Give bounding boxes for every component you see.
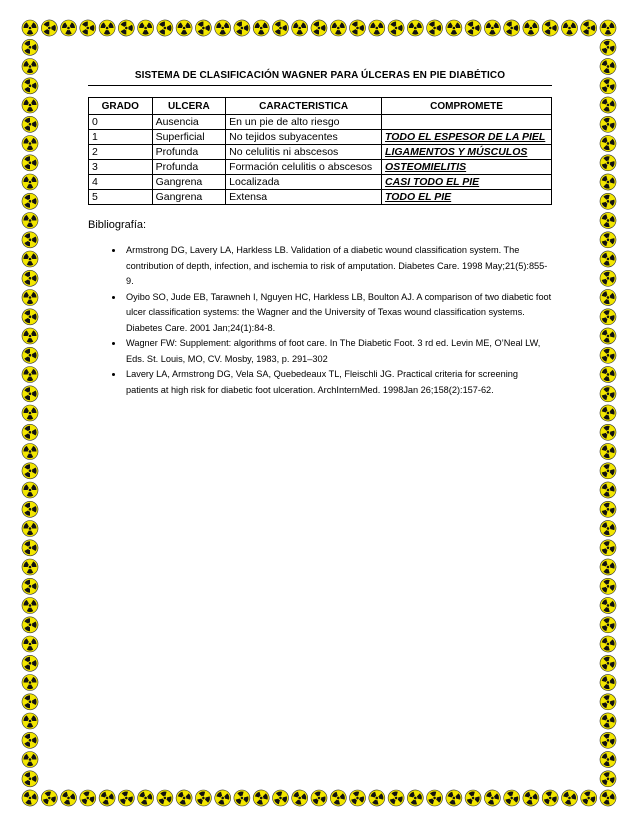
- radiation-trefoil-icon: [192, 787, 215, 810]
- cell-ulcera: Gangrena: [152, 190, 226, 205]
- radiation-trefoil-icon: [330, 20, 346, 36]
- radiation-trefoil-icon: [597, 382, 620, 405]
- radiation-trefoil-icon: [290, 788, 310, 808]
- cell-grado: 1: [89, 130, 153, 145]
- radiation-trefoil-icon: [22, 213, 38, 229]
- cell-ulcera: Superficial: [152, 130, 226, 145]
- table-row: [89, 175, 552, 190]
- cell-compromete: [382, 115, 552, 130]
- radiation-trefoil-icon: [19, 460, 41, 482]
- radiation-trefoil-icon: [598, 711, 618, 731]
- radiation-trefoil-icon: [560, 788, 580, 808]
- radiation-trefoil-icon: [19, 306, 41, 328]
- cell-compromete: TODO EL ESPESOR DE LA PIEL: [382, 130, 552, 145]
- radiation-trefoil-icon: [77, 17, 99, 39]
- radiation-trefoil-icon: [597, 267, 620, 290]
- radiation-trefoil-icon: [598, 519, 618, 539]
- radiation-trefoil-icon: [22, 174, 38, 190]
- wagner-classification-table: [88, 97, 552, 205]
- radiation-trefoil-icon: [598, 750, 618, 770]
- cell-caracteristica: Localizada: [226, 175, 382, 190]
- radiation-trefoil-icon: [597, 36, 620, 59]
- radiation-trefoil-icon: [539, 787, 562, 810]
- bibliography-heading: Bibliografía:: [88, 219, 147, 231]
- radiation-trefoil-icon: [192, 17, 214, 39]
- radiation-trefoil-icon: [483, 788, 503, 808]
- radiation-trefoil-icon: [22, 559, 38, 575]
- radiation-trefoil-icon: [597, 344, 620, 367]
- radiation-trefoil-icon: [22, 405, 38, 421]
- radiation-trefoil-icon: [22, 521, 38, 537]
- radiation-trefoil-icon: [597, 190, 620, 213]
- radiation-trefoil-icon: [598, 95, 618, 115]
- radiation-trefoil-icon: [22, 328, 38, 344]
- radiation-trefoil-icon: [598, 326, 618, 346]
- radiation-trefoil-icon: [19, 267, 41, 289]
- list-item: • Armstrong DG, Lavery LA, Harkless LB. Validation of a diabetic wound classification system. The contribution of depth, infection, and ischemia to risk of amputation. Diabetes Care. 1998 May;21(5):855-9.: [124, 243, 552, 290]
- radiation-trefoil-icon: [154, 787, 177, 810]
- radiation-trefoil-icon: [523, 20, 539, 36]
- column-header-grado: GRADO: [89, 98, 153, 115]
- radiation-trefoil-icon: [19, 383, 41, 405]
- column-header-caracteristica: CARACTERISTICA: [226, 98, 382, 115]
- radiation-trefoil-icon: [597, 652, 620, 675]
- radiation-trefoil-icon: [22, 367, 38, 383]
- radiation-trefoil-icon: [176, 20, 192, 36]
- radiation-trefoil-icon: [308, 787, 331, 810]
- column-header-compromete: COMPROMETE: [382, 98, 552, 115]
- radiation-trefoil-icon: [19, 113, 41, 135]
- cell-caracteristica: Extensa: [226, 190, 382, 205]
- radiation-trefoil-icon: [19, 344, 41, 366]
- radiation-trefoil-icon: [19, 768, 41, 790]
- radiation-trefoil-icon: [22, 598, 38, 614]
- radiation-trefoil-icon: [19, 729, 41, 751]
- radiation-trefoil-icon: [19, 691, 41, 713]
- radiation-trefoil-icon: [597, 613, 620, 636]
- cell-caracteristica: No tejidos subyacentes: [226, 130, 382, 145]
- radiation-trefoil-icon: [597, 228, 620, 251]
- radiation-trefoil-icon: [598, 249, 618, 269]
- cell-grado: 0: [89, 115, 153, 130]
- radiation-trefoil-icon: [215, 20, 231, 36]
- cell-grado: 4: [89, 175, 153, 190]
- table-row: [89, 145, 552, 160]
- radiation-trefoil-icon: [369, 20, 385, 36]
- radiation-trefoil-icon: [539, 17, 561, 39]
- radiation-trefoil-icon: [597, 498, 620, 521]
- cell-ulcera: Gangrena: [152, 175, 226, 190]
- document-body: [88, 70, 552, 398]
- radiation-trefoil-icon: [19, 537, 41, 559]
- radiation-trefoil-icon: [597, 305, 620, 328]
- radiation-trefoil-icon: [597, 690, 620, 713]
- radiation-trefoil-icon: [19, 614, 41, 636]
- radiation-trefoil-icon: [500, 787, 523, 810]
- radiation-trefoil-icon: [597, 113, 620, 136]
- radiation-trefoil-icon: [424, 17, 446, 39]
- radiation-trefoil-icon: [598, 557, 618, 577]
- column-header-ulcera: ULCERA: [152, 98, 226, 115]
- radiation-trefoil-icon: [22, 482, 38, 498]
- radiation-trefoil-icon: [174, 788, 194, 808]
- radiation-trefoil-icon: [97, 788, 117, 808]
- radiation-trefoil-icon: [115, 787, 138, 810]
- list-item: • Lavery LA, Armstrong DG, Vela SA, Quebedeaux TL, Fleischli JG. Practical criteria for screening patients at high risk for diabetic foot ulceration. ArchInternMed. 1998Jan 26;158(2):157-62.: [124, 367, 552, 398]
- page-title: SISTEMA DE CLASIFICACIÓN WAGNER PARA ÚLCERAS EN PIE DIABÉTICO: [88, 70, 552, 86]
- radiation-trefoil-icon: [59, 788, 79, 808]
- radiation-trefoil-icon: [444, 788, 464, 808]
- radiation-trefoil-icon: [38, 17, 60, 39]
- radiation-trefoil-icon: [19, 498, 41, 520]
- radiation-trefoil-icon: [19, 229, 41, 251]
- cell-ulcera: Profunda: [152, 145, 226, 160]
- cell-ulcera: Profunda: [152, 160, 226, 175]
- radiation-trefoil-icon: [308, 17, 330, 39]
- radiation-trefoil-icon: [19, 190, 41, 212]
- table-header-row: [89, 98, 552, 115]
- radiation-trefoil-icon: [462, 17, 484, 39]
- radiation-trefoil-icon: [407, 20, 423, 36]
- radiation-trefoil-icon: [22, 675, 38, 691]
- radiation-trefoil-icon: [521, 788, 541, 808]
- list-item: • Oyibo SO, Jude EB, Tarawneh I, Nguyen HC, Harkless LB, Boulton AJ. A comparison of two diabetic foot ulcer classification systems: the Wagner and the University of Texas wound classification systems. Diabetes Care. 2001 Jan;24(1):84-8.: [124, 290, 552, 337]
- radiation-trefoil-icon: [20, 788, 40, 808]
- radiation-trefoil-icon: [22, 444, 38, 460]
- radiation-trefoil-icon: [598, 788, 618, 808]
- cell-grado: 5: [89, 190, 153, 205]
- radiation-trefoil-icon: [597, 421, 620, 444]
- cell-ulcera: Ausencia: [152, 115, 226, 130]
- cell-caracteristica: Formación celulitis o abscesos: [226, 160, 382, 175]
- cell-compromete: TODO EL PIE: [382, 190, 552, 205]
- radiation-trefoil-icon: [597, 74, 620, 97]
- cell-caracteristica: No celulitis ni abscesos: [226, 145, 382, 160]
- radiation-trefoil-icon: [347, 17, 369, 39]
- radiation-trefoil-icon: [598, 172, 618, 192]
- radiation-trefoil-icon: [423, 787, 446, 810]
- table-row: [89, 160, 552, 175]
- cell-grado: 2: [89, 145, 153, 160]
- radiation-trefoil-icon: [597, 151, 620, 174]
- radiation-trefoil-icon: [562, 20, 578, 36]
- radiation-trefoil-icon: [19, 152, 41, 174]
- table-row: [89, 130, 552, 145]
- radiation-trefoil-icon: [598, 673, 618, 693]
- radiation-trefoil-icon: [597, 767, 620, 790]
- table-row: [89, 190, 552, 205]
- radiation-trefoil-icon: [462, 787, 485, 810]
- radiation-trefoil-icon: [154, 17, 176, 39]
- radiation-trefoil-icon: [19, 421, 41, 443]
- radiation-trefoil-icon: [385, 787, 408, 810]
- table-row: [89, 115, 552, 130]
- radiation-trefoil-icon: [598, 596, 618, 616]
- radiation-trefoil-icon: [22, 752, 38, 768]
- radiation-trefoil-icon: [598, 403, 618, 423]
- radiation-trefoil-icon: [76, 787, 99, 810]
- radiation-trefoil-icon: [22, 290, 38, 306]
- radiation-trefoil-icon: [269, 787, 292, 810]
- radiation-trefoil-icon: [99, 20, 115, 36]
- radiation-trefoil-icon: [253, 20, 269, 36]
- radiation-trefoil-icon: [597, 536, 620, 559]
- radiation-trefoil-icon: [406, 788, 426, 808]
- radiation-trefoil-icon: [115, 17, 137, 39]
- radiation-trefoil-icon: [22, 136, 38, 152]
- radiation-trefoil-icon: [19, 75, 41, 97]
- radiation-trefoil-icon: [22, 251, 38, 267]
- radiation-trefoil-icon: [598, 480, 618, 500]
- cell-compromete: CASI TODO EL PIE: [382, 175, 552, 190]
- list-item: • Wagner FW: Supplement: algorithms of foot care. In The Diabetic Foot. 3 rd ed. Levin ME, O’Neal LW, Eds. St. Louis, MO, CV. Mosby, 1983, p. 291–302: [124, 336, 552, 367]
- radiation-trefoil-icon: [598, 442, 618, 462]
- radiation-trefoil-icon: [38, 787, 61, 810]
- radiation-trefoil-icon: [61, 20, 77, 36]
- radiation-trefoil-icon: [251, 788, 271, 808]
- cell-compromete: OSTEOMIELITIS: [382, 160, 552, 175]
- radiation-trefoil-icon: [136, 788, 156, 808]
- radiation-trefoil-icon: [22, 59, 38, 75]
- radiation-trefoil-icon: [577, 787, 600, 810]
- radiation-trefoil-icon: [598, 57, 618, 77]
- radiation-trefoil-icon: [446, 20, 462, 36]
- radiation-trefoil-icon: [270, 17, 292, 39]
- radiation-trefoil-icon: [22, 97, 38, 113]
- cell-caracteristica: En un pie de alto riesgo: [226, 115, 382, 130]
- radiation-trefoil-icon: [598, 134, 618, 154]
- radiation-trefoil-icon: [501, 17, 523, 39]
- radiation-trefoil-icon: [598, 288, 618, 308]
- radiation-trefoil-icon: [22, 20, 38, 36]
- radiation-trefoil-icon: [598, 365, 618, 385]
- radiation-trefoil-icon: [385, 17, 407, 39]
- radiation-trefoil-icon: [600, 20, 616, 36]
- radiation-trefoil-icon: [231, 17, 253, 39]
- reference-list: [88, 243, 552, 398]
- radiation-trefoil-icon: [367, 788, 387, 808]
- radiation-trefoil-icon: [231, 787, 254, 810]
- radiation-trefoil-icon: [19, 652, 41, 674]
- radiation-trefoil-icon: [598, 211, 618, 231]
- radiation-trefoil-icon: [329, 788, 349, 808]
- radiation-trefoil-icon: [213, 788, 233, 808]
- radiation-trefoil-icon: [597, 729, 620, 752]
- radiation-trefoil-icon: [578, 17, 600, 39]
- radiation-trefoil-icon: [292, 20, 308, 36]
- cell-grado: 3: [89, 160, 153, 175]
- radiation-trefoil-icon: [19, 36, 41, 58]
- radiation-trefoil-icon: [138, 20, 154, 36]
- cell-compromete: LIGAMENTOS Y MÚSCULOS: [382, 145, 552, 160]
- radiation-trefoil-icon: [597, 459, 620, 482]
- radiation-trefoil-icon: [22, 713, 38, 729]
- radiation-trefoil-icon: [19, 575, 41, 597]
- radiation-trefoil-icon: [484, 20, 500, 36]
- radiation-trefoil-icon: [22, 636, 38, 652]
- radiation-trefoil-icon: [598, 634, 618, 654]
- radiation-trefoil-icon: [597, 575, 620, 598]
- radiation-trefoil-icon: [346, 787, 369, 810]
